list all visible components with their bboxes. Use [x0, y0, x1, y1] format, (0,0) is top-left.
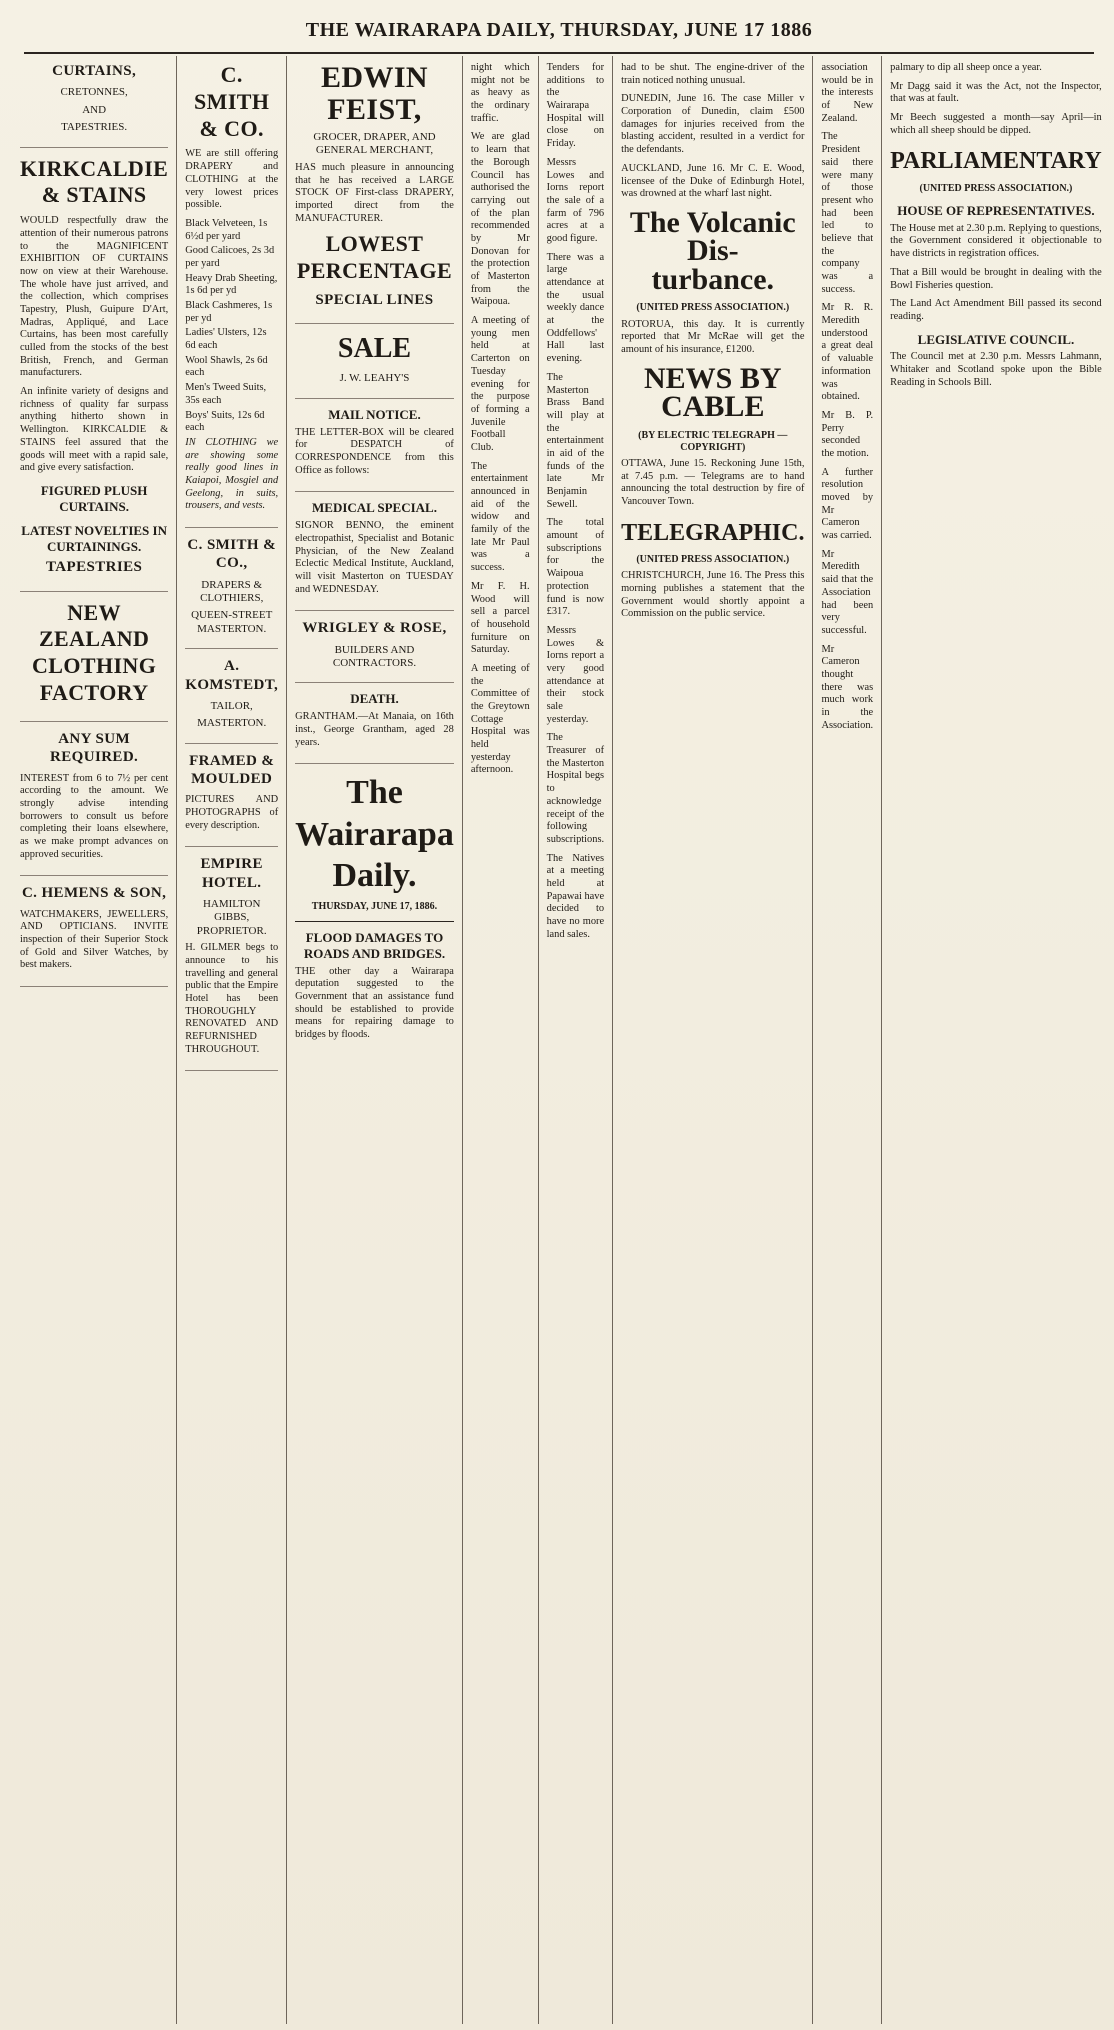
- paragraph: The total amount of subscriptions for the Waipoua protection fund is now £317.: [546, 517, 605, 618]
- clothing-factory-ad: [20, 600, 168, 722]
- sale-ad: [295, 332, 454, 399]
- paper-masthead: The Wairarapa Daily.: [295, 774, 454, 895]
- paragraph: The Natives at a meeting held at Papawai have decided to have no more land sales.: [546, 852, 605, 940]
- paragraph: That a Bill would be brought in dealing with the Bowl Fisheries question.: [890, 266, 1102, 291]
- paragraph: The Masterton Brass Band will play at the entertainment in aid of the funds of the late Mr Benjamin Sewell.: [546, 371, 605, 510]
- smith-ad: [185, 62, 278, 528]
- ad-title: C. SMITH & CO.,: [187, 537, 276, 572]
- ad-sub: HAMILTON GIBBS, PROPRIETOR.: [196, 897, 267, 937]
- ad-sub: AND: [82, 103, 107, 116]
- price-list: [185, 218, 278, 435]
- list-item: Good Calicoes, 2s 3d per yard: [185, 245, 275, 269]
- frame-ad: [185, 752, 278, 848]
- ad-title: NEW ZEALAND CLOTHING FACTORY: [32, 599, 157, 706]
- paragraph: Tenders for additions to the Wairarapa Hospital will close on Friday.: [546, 62, 605, 150]
- medical-title: MEDICAL SPECIAL.: [312, 500, 437, 516]
- cable-text: OTTAWA, June 15. Reckoning June 15th, at 7.45 p.m. — Telegrams are to hand announcing the total destruction by fire of Vancouver Town.: [621, 458, 805, 508]
- parliamentary-sub: (UNITED PRESS ASSOCIATION.): [919, 182, 1073, 194]
- list-item: Men's Tweed Suits, 35s each: [185, 382, 267, 406]
- column-3: [287, 56, 463, 2024]
- ad-title: CURTAINS,: [52, 63, 137, 79]
- paragraph: association would be in the interests of New Zealand.: [821, 62, 874, 124]
- parliamentary-title: PARLIAMENTARY: [890, 148, 1102, 175]
- list-item: Boys' Suits, 12s 6d each: [185, 409, 265, 434]
- ad-title: ANY SUM REQUIRED.: [50, 730, 139, 766]
- lowest-title: LOWEST PERCENTAGE: [296, 231, 453, 284]
- paragraph: Mr R. R. Meredith understood a great deal of valuable information was obtained.: [821, 302, 874, 403]
- tapestries-title: TAPESTRIES: [45, 559, 143, 576]
- smith-address-ad: [185, 536, 278, 649]
- paragraph: Mr B. P. Perry seconded the motion.: [821, 409, 874, 459]
- paragraph: We are glad to learn that the Borough Council has authorised the carrying out of the plan recommended by Mr Donovan for the protection of Masterton from the Waipoua.: [470, 131, 530, 308]
- ad-sub: GROCER, DRAPER, AND GENERAL MERCHANT,: [313, 131, 436, 157]
- flood-text: THE other day a Wairarapa deputation suggested to the Government that an assistance fund should be established to provide means for repairing damage to bridges by floods.: [295, 965, 454, 1041]
- cable-sub: (BY ELECTRIC TELEGRAPH — COPYRIGHT): [638, 429, 788, 453]
- paragraph: Messrs Lowes & Iorns report a very good attendance at their stock sale yesterday.: [546, 624, 605, 725]
- kirkcaldie-ad: [20, 156, 168, 592]
- hotel-ad: [185, 855, 278, 1071]
- ad-title: KIRKCALDIE & STAINS: [20, 155, 169, 208]
- notice-title: MAIL NOTICE.: [328, 406, 421, 422]
- watch-ad: [20, 884, 168, 987]
- ad-title: A. KOMSTEDT,: [185, 658, 279, 693]
- paragraph: The President said there were many of those present who had been led to believe that the company was a success.: [821, 131, 874, 295]
- paragraph: A meeting of young men held at Carterton on Tuesday evening for the purpose of forming a Juvenile Football Club.: [470, 315, 530, 453]
- builders-ad: [295, 619, 454, 683]
- death-text: GRANTHAM.—At Manaia, on 16th inst., George Grantham, aged 28 years.: [295, 711, 454, 748]
- ad-title: C. SMITH & CO.: [194, 62, 270, 141]
- paragraph: Mr Beech suggested a month—say April—in which all sheep should be dipped.: [890, 112, 1102, 136]
- ad-sub: DRAPERS & CLOTHIERS,: [200, 578, 264, 605]
- ad-title: C. HEMENS & SON,: [21, 885, 167, 902]
- curtains-ad: [20, 62, 168, 148]
- special-lines-title: SPECIAL LINES: [315, 291, 434, 308]
- paragraph: had to be shut. The engine-driver of the train noticed nothing unusual.: [621, 62, 805, 86]
- ad-text: H. GILMER begs to announce to his travelling and general public that the Empire Hotel has been THOROUGHLY RENOVATED AND REFURNISHED THROUGHOUT.: [185, 942, 279, 1055]
- paragraph: night which might not be as heavy as the ordinary traffic.: [470, 62, 530, 124]
- column-1: [12, 56, 177, 2024]
- paragraph: Messrs Lowes and Iorns report the sale of a farm of 796 acres at a good figure.: [546, 156, 605, 244]
- volcanic-title-line2: turbance.: [651, 262, 775, 296]
- paragraph: The entertainment announced in aid of the widow and family of the late Mr Paul was a success.: [470, 460, 530, 574]
- sale-title: SALE: [337, 333, 412, 365]
- column-4: [463, 56, 539, 2024]
- volcanic-sub: (UNITED PRESS ASSOCIATION.): [636, 302, 790, 314]
- columns: [12, 56, 1102, 2024]
- ad-text: WE are still offering DRAPERY and CLOTHING at the very lowest prices possible.: [185, 148, 279, 211]
- ad-title: EMPIRE HOTEL.: [200, 856, 263, 891]
- paragraph: DUNEDIN, June 16. The case Miller v Corporation of Dunedin, claim £500 damages for injuries received from the blasting accident, resulted in a verdict for the defendants.: [621, 93, 805, 156]
- column-2: [177, 56, 287, 2024]
- mail-notice: [295, 407, 454, 493]
- column-5: [539, 56, 613, 2024]
- feist-ad: [295, 62, 454, 324]
- notice-text: THE LETTER-BOX will be cleared for DESPATCH of CORRESPONDENCE from this Office as follows:: [295, 426, 454, 476]
- latest-title: LATEST NOVELTIES IN CURTAININGS.: [21, 522, 167, 554]
- council-title: LEGISLATIVE COUNCIL.: [917, 331, 1075, 347]
- ad-text: An infinite variety of designs and richness of quality far surpass anything hitherto shown in Wellington. KIRKCALDIE & STAINS feel assured that the goods will meet with a rapid sale, and give every satisfaction.: [20, 386, 169, 474]
- ad-text: WATCHMAKERS, JEWELLERS, AND OPTICIANS. INVITE inspection of their Superior Stock of Gold and Silver Watches, by best makers.: [20, 908, 169, 971]
- death-title: DEATH.: [350, 691, 399, 707]
- council-text: The Council met at 2.30 p.m. Messrs Lahmann, Whitaker and Scotland spoke upon the Bible Reading in Schools Bill.: [890, 351, 1102, 388]
- ad-text: PICTURES AND PHOTOGRAPHS of every description.: [185, 794, 279, 831]
- telegraphic-text: CHRISTCHURCH, June 16. The Press this morning publishes a statement that the Government would shortly appoint a Commission on the public service.: [621, 570, 805, 620]
- volcanic-title-line1: The Volcanic Dis-: [629, 205, 796, 268]
- medical-text: SIGNOR BENNO, the eminent electropathist, Specialist and Botanic Physician, of the New Zealand Eclectic Medical Institute, Auckland, will visit Masterton on TUESDAY and WEDNESDAY.: [295, 520, 454, 595]
- ad-text: WOULD respectfully draw the attention of their numerous patrons to the MAGNIFICENT EXHIBITION OF CURTAINS now on view at their Warehouse. The whole have just arrived, and the collection, which comprises Tapestry, Plush, Guipure D'Art, Madras, Appliqué, and Lace Curtains, has been most carefully culled from the stocks of the best British, French, and German manufacturers.: [20, 215, 169, 379]
- page-title: THE WAIRARAPA DAILY, THURSDAY, JUNE 17 1886: [305, 18, 813, 41]
- volcanic-title: [621, 205, 804, 296]
- paragraph: Mr Cameron thought there was much work in the Association.: [821, 643, 874, 731]
- paragraph: palmary to dip all sheep once a year.: [890, 62, 1042, 73]
- paragraph: There was a large attendance at the usual weekly dance at the Oddfellows' Hall last evening.: [546, 251, 605, 365]
- list-item: Black Velveteen, 1s 6½d per yard: [185, 217, 268, 242]
- sale-sub: J. W. LEAHY'S: [339, 372, 410, 385]
- flood-title: FLOOD DAMAGES TO ROADS AND BRIDGES.: [303, 929, 446, 961]
- ad-title: EDWIN FEIST,: [320, 61, 428, 126]
- paragraph: A meeting of the Committee of the Greytown Cottage Hospital was held yesterday afternoon.: [470, 662, 530, 776]
- paragraph: Mr Meredith said that the Association had been very successful.: [821, 548, 874, 636]
- ad-title: FRAMED & MOULDED: [189, 752, 275, 787]
- notice-text: IN CLOTHING we are showing some really good lines in Kaiapoi, Mosgiel and Geelong, in suits, trousers, and vests.: [185, 436, 279, 512]
- death-notice: [295, 691, 454, 764]
- column-7: [813, 56, 882, 2024]
- column-8: [882, 56, 1110, 2024]
- paragraph: The Treasurer of the Masterton Hospital begs to acknowledge receipt of the following subscriptions.: [546, 732, 605, 845]
- house-text: The House met at 2.30 p.m. Replying to questions, the Government considered it objectionable to have districts in registration offices.: [890, 222, 1102, 260]
- paragraph: A further resolution moved by Mr Cameron was carried.: [821, 466, 874, 542]
- prices-title: FIGURED PLUSH CURTAINS.: [40, 482, 148, 514]
- medical-ad: [295, 500, 454, 611]
- paragraph: Mr Dagg said it was the Act, not the Inspector, that was at fault.: [890, 80, 1102, 105]
- cable-title: NEWS BY CABLE: [644, 361, 782, 424]
- paragraph: AUCKLAND, June 16. Mr C. E. Wood, licensee of the Duke of Edinburgh Hotel, was drowned at the wharf last night.: [621, 162, 805, 200]
- list-item: Ladies' Ulsters, 12s 6d each: [185, 327, 267, 352]
- paper-date: THURSDAY, JUNE 17, 1886.: [311, 900, 438, 912]
- ad-text: HAS much pleasure in announcing that he has received a LARGE STOCK OF First-class DRAPERY, imported direct from the MANUFACTURER.: [295, 161, 454, 224]
- telegraphic-title: TELEGRAPHIC.: [621, 519, 805, 546]
- ad-sub: TAILOR,: [210, 699, 253, 712]
- ad-text: INTEREST from 6 to 7½ per cent according to the amount. We strongly advise intending borrowers to consult us before completing their loans elsewhere, as we make prompt advances on approved securities.: [20, 772, 169, 860]
- masthead-header: [24, 8, 1094, 54]
- ad-sub: MASTERTON.: [197, 717, 267, 730]
- telegraphic-sub: (UNITED PRESS ASSOCIATION.): [636, 554, 790, 566]
- paragraph: Mr F. H. Wood will sell a parcel of household furniture on Saturday.: [470, 580, 530, 656]
- list-item: Wool Shawls, 2s 6d each: [185, 354, 268, 379]
- column-6: [613, 56, 813, 2024]
- money-ad: [20, 730, 168, 876]
- builders-title: WRIGLEY & ROSE,: [302, 620, 447, 637]
- builders-sub: BUILDERS AND CONTRACTORS.: [332, 643, 417, 670]
- tailor-ad: [185, 657, 278, 743]
- list-item: Heavy Drab Sheeting, 1s 6d per yd: [185, 272, 278, 297]
- list-item: Black Cashmeres, 1s per yd: [185, 300, 273, 324]
- ad-sub: CRETONNES,: [60, 86, 128, 99]
- ad-sub: QUEEN-STREET MASTERTON.: [191, 609, 273, 635]
- house-title: HOUSE OF REPRESENTATIVES.: [897, 202, 1095, 218]
- volcanic-text: ROTORUA, this day. It is currently reported that Mr McRae will get the amount of his insurance, £1200.: [621, 318, 805, 355]
- paragraph: The Land Act Amendment Bill passed its second reading.: [890, 298, 1102, 322]
- ad-sub: TAPESTRIES.: [61, 121, 128, 134]
- rule: [295, 921, 454, 922]
